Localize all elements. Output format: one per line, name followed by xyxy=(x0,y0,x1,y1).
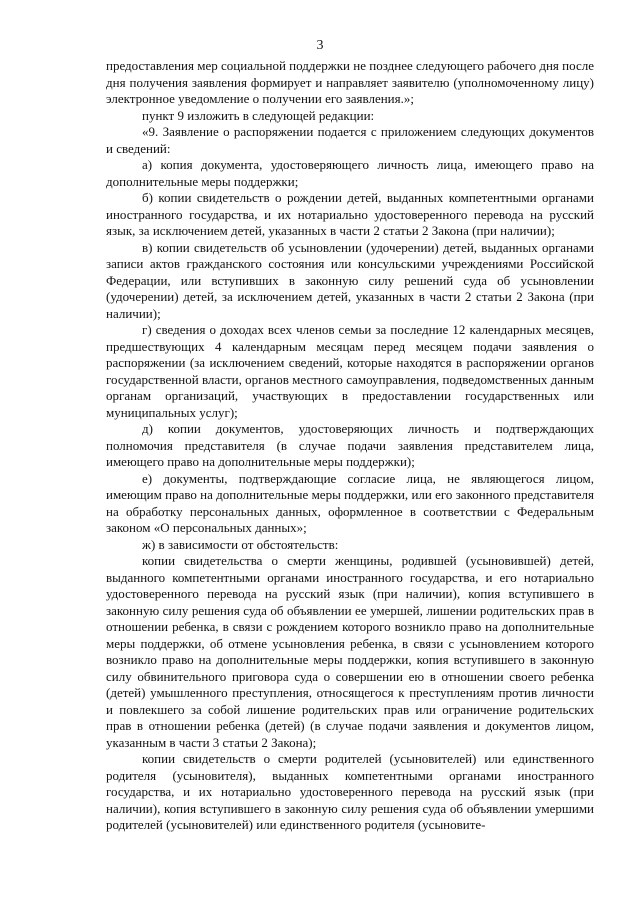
paragraph-item-9: «9. Заявление о распоряжении подается с приложением следующих документов и сведений: xyxy=(106,124,594,156)
paragraph-subitem-g: г) сведения о доходах всех членов семьи за последние 12 календарных месяцев, предшествующих 4 календарным месяцам перед месяцем подачи заявления о распоряжении (за исключением сведений, которые находятся в распоряжении органов государственной власти, органов местного самоуправления, подведомственных данным органам организаций, участвующих в предоставлении государственных или муниципальных услуг); xyxy=(106,322,594,420)
page-number: 3 xyxy=(316,38,324,53)
paragraph-subitem-b: б) копии свидетельств о рождении детей, выданных компетентными органами иностранного государства, и их нотариально удостоверенного перевода на русский язык, за исключением детей, указанных в части 2 статьи 2 Закона (при наличии); xyxy=(106,190,594,238)
paragraph-subitem-e: е) документы, подтверждающие согласие лица, не являющегося лицом, имеющим право на дополнительные меры поддержки, или его законного представителя на обработку персональных данных, оформленное в соответствии с Федеральным законом «О персональных данных»; xyxy=(106,470,594,535)
document-body xyxy=(106,58,594,834)
paragraph-item-9-intro: пункт 9 изложить в следующей редакции: xyxy=(142,107,375,123)
paragraph-subitem-a: а) копия документа, удостоверяющего личность лица, имеющего право на дополнительные меры поддержки; xyxy=(106,157,594,189)
paragraph-death-certificate-woman: копии свидетельства о смерти женщины, родившей (усыновившей) детей, выданного компетентными органами иностранного государства, и его нотариально удостоверенного перевода на русский язык (при наличии), копия вступившего в законную силу решения суда об объявлении ее умершей, лишении родительских прав в отношении ребенка, в связи с рождением которого возникло право на дополнительные меры поддержки, об отмене усыновления ребенка, в связи с усыновлением которого возникло право на дополнительные меры поддержки, копия вступившего в законную силу обвинительного приговора суда о совершении ею в отношении своего ребенка (детей) умышленного преступления, относящегося к преступлениям против личности и повлекшего за собой лишение родительских прав или ограничение родительских прав в отношении ребенка (детей) (в случае подачи заявления и документов лицом, указанным в части 3 статьи 2 Закона); xyxy=(106,553,594,750)
paragraph-subitem-d: д) копии документов, удостоверяющих личность и подтверждающих полномочия представителя (в случае подачи заявления представителем лица, имеющего право на дополнительные меры поддержки); xyxy=(106,421,594,469)
paragraph-subitem-zh: ж) в зависимости от обстоятельств: xyxy=(142,536,339,552)
paragraph-death-certificate-parents: копии свидетельств о смерти родителей (усыновителей) или единственного родителя (усыновителя), выданных компетентными органами иностранного государства, и их нотариально удостоверенного перевода на русский язык (при наличии), копия вступившего в законную силу решения суда об объявлении умершими родителей (усыновителей) или единственного родителя (усыновите- xyxy=(106,751,594,832)
paragraph-continuation: предоставления мер социальной поддержки не позднее следующего рабочего дня после дня получения заявления формирует и направляет заявителю (уполномоченному лицу) электронное уведомление о получении его заявления.»; xyxy=(106,58,594,106)
paragraph-subitem-v: в) копии свидетельств об усыновлении (удочерении) детей, выданных органами записи актов гражданского состояния или консульскими учреждениями Российской Федерации, или вступивших в законную силу решений суда об усыновлении (удочерении) детей, за исключением детей, указанных в части 2 статьи 2 Закона (при наличии); xyxy=(106,239,594,321)
